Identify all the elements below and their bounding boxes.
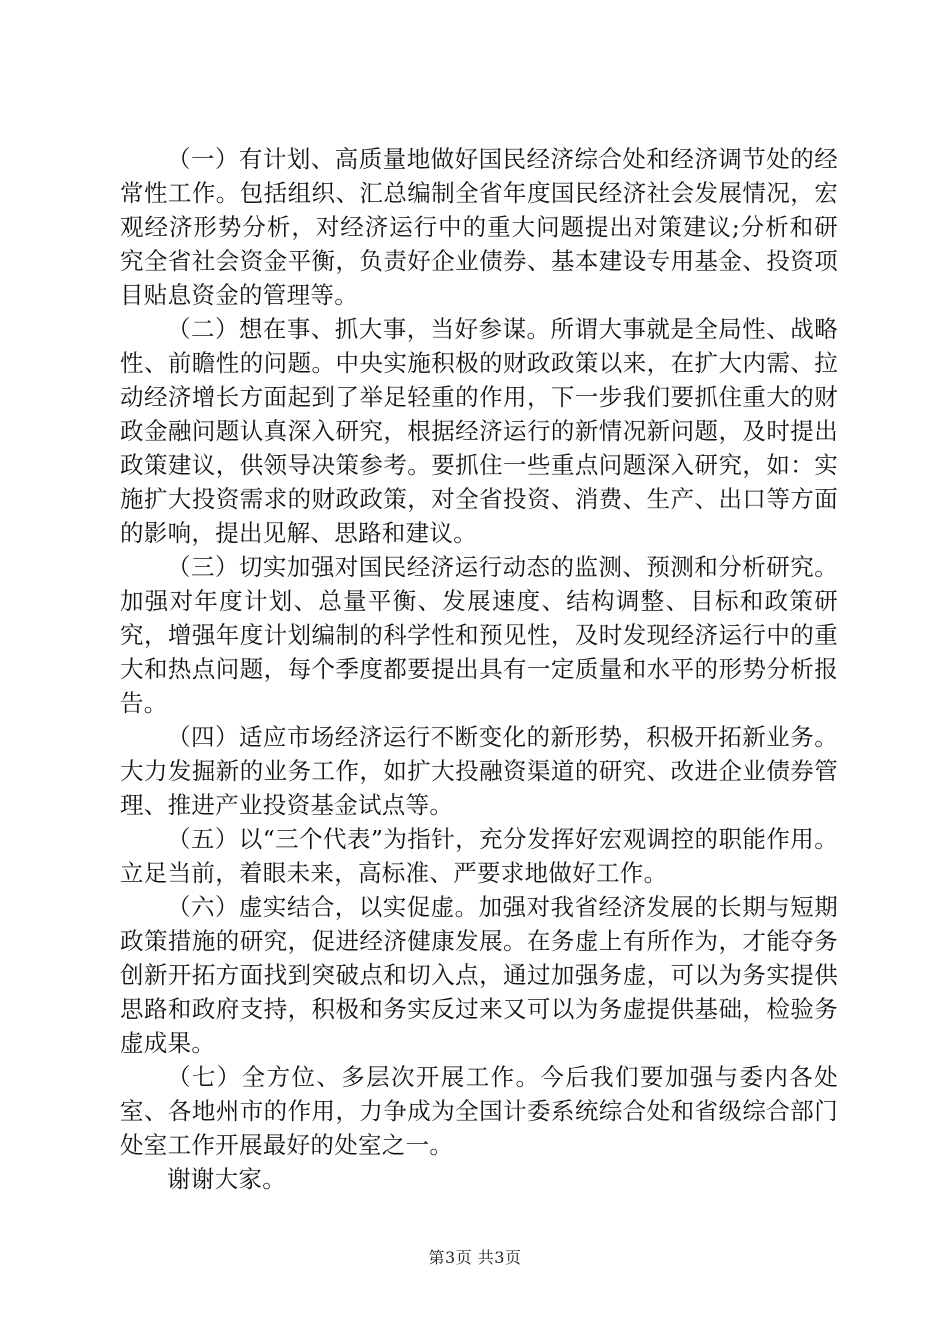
document-body <box>120 142 838 1196</box>
page-footer: 第3页 共3页 <box>428 1248 522 1267</box>
closing-line: 谢谢大家。 <box>167 1165 286 1193</box>
paragraph-2: （二）想在事、抓大事，当好参谋。所谓大事就是全局性、战略性、前瞻性的问题。中央实施积极的财政政策以来，在扩大内需、拉动经济增长方面起到了举足轻重的作用，下一步我们要抓住重大的财政金融问题认真深入研究，根据经济运行的新情况新问题，及时提出政策建议，供领导决策参考。要抓住一些重点问题深入研究，如：实施扩大投资需求的财政政策，对全省投资、消费、生产、出口等方面的影响，提出见解、思路和建议。 <box>120 315 838 547</box>
paragraph-7: （七）全方位、多层次开展工作。今后我们要加强与委内各处室、各地州市的作用，力争成为全国计委系统综合处和省级综合部门处室工作开展最好的处室之一。 <box>120 1063 838 1159</box>
paragraph-4: （四）适应市场经济运行不断变化的新形势，积极开拓新业务。大力发掘新的业务工作，如扩大投融资渠道的研究、改进企业债券管理、推进产业投资基金试点等。 <box>120 723 838 819</box>
paragraph-5: （五）以“三个代表”为指针，充分发挥好宏观调控的职能作用。立足当前，着眼未来，高标准、严要求地做好工作。 <box>120 825 838 887</box>
paragraph-6: （六）虚实结合，以实促虚。加强对我省经济发展的长期与短期政策措施的研究，促进经济健康发展。在务虚上有所作为，才能夺务创新开拓方面找到突破点和切入点，通过加强务虚，可以为务实提供思路和政府支持，积极和务实反过来又可以为务虚提供基础，检验务虚成果。 <box>120 893 838 1057</box>
paragraph-3: （三）切实加强对国民经济运行动态的监测、预测和分析研究。加强对年度计划、总量平衡、发展速度、结构调整、目标和政策研究，增强年度计划编制的科学性和预见性，及时发现经济运行中的重大和热点问题，每个季度都要提出具有一定质量和水平的形势分析报告。 <box>120 553 838 717</box>
paragraph-1: （一）有计划、高质量地做好国民经济综合处和经济调节处的经常性工作。包括组织、汇总编制全省年度国民经济社会发展情况，宏观经济形势分析，对经济运行中的重大问题提出对策建议;分析和研究全省社会资金平衡，负责好企业债券、基本建设专用基金、投资项目贴息资金的管理等。 <box>120 145 838 309</box>
